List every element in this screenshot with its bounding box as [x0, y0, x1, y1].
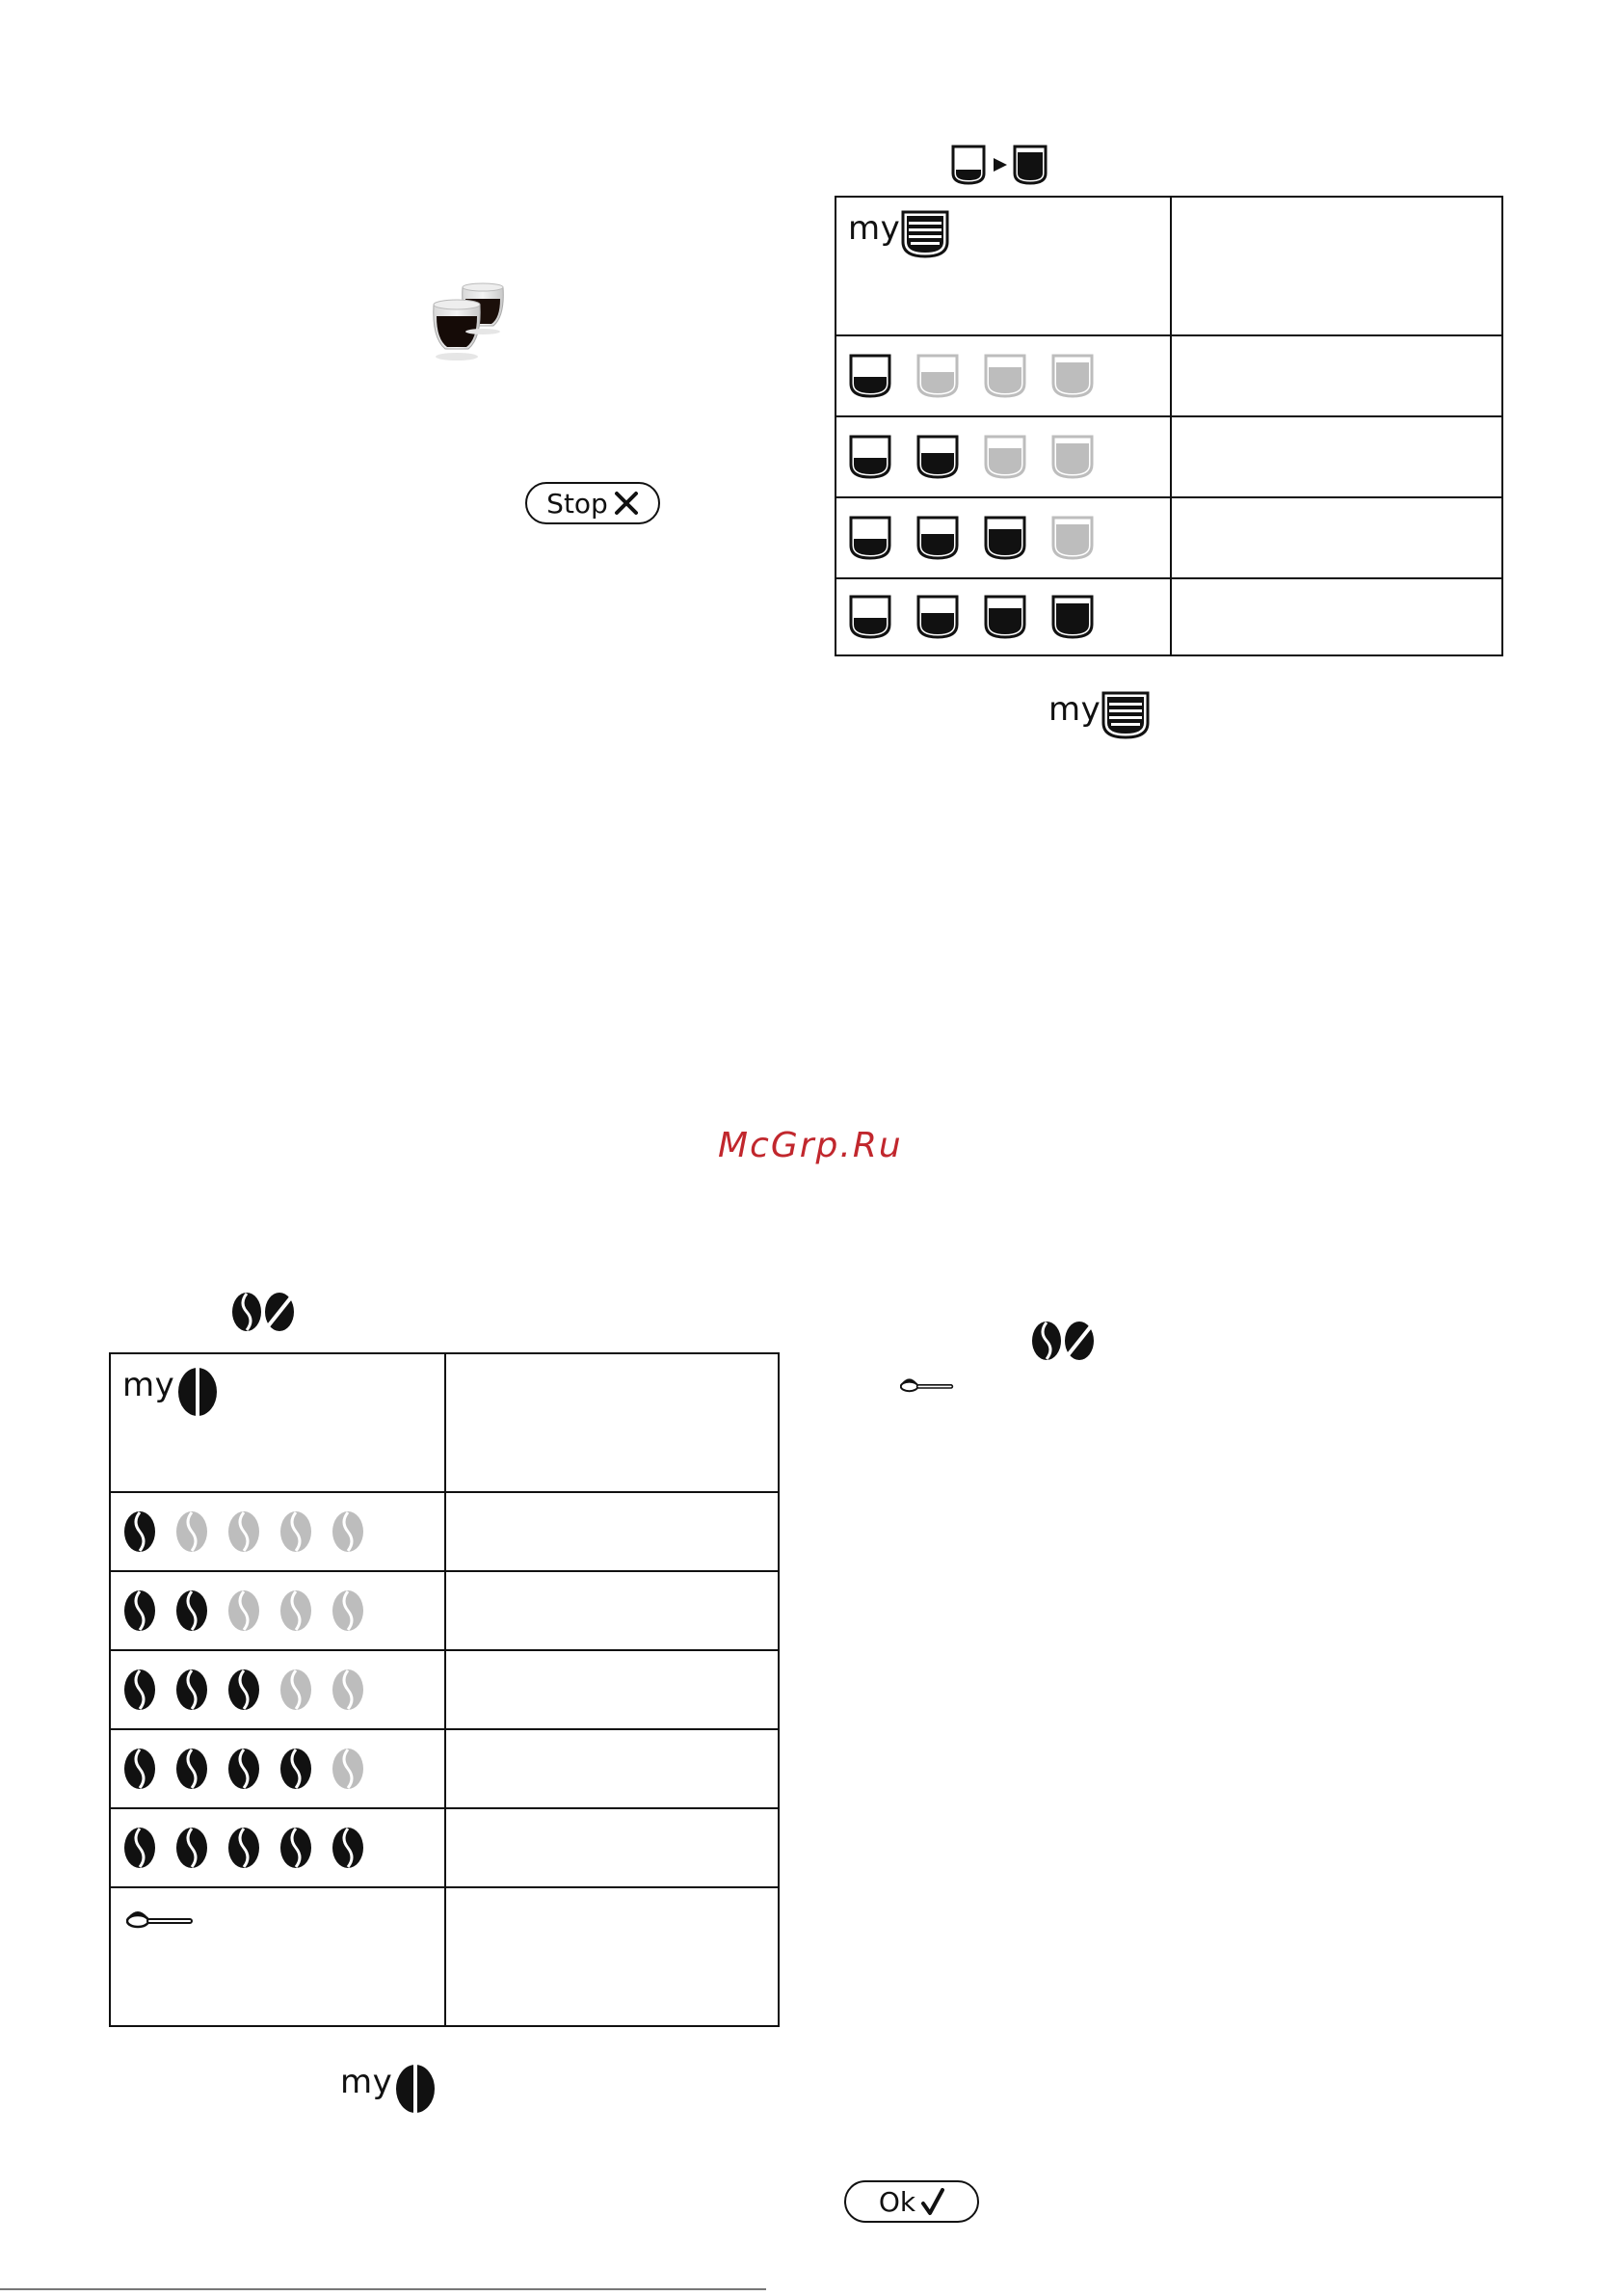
bean-filled-icon	[122, 1826, 157, 1870]
aroma-table	[109, 1352, 780, 2027]
bean-empty-icon	[331, 1509, 365, 1554]
cup-lines-icon	[1101, 690, 1151, 740]
bean-empty-icon	[174, 1509, 209, 1554]
bean-filled-icon	[331, 1826, 365, 1870]
volume-row-3	[836, 497, 1171, 578]
bean-empty-icon	[331, 1668, 365, 1712]
bean-empty-icon	[279, 1589, 313, 1633]
bean-empty-icon	[279, 1668, 313, 1712]
bean-filled-icon	[122, 1509, 157, 1554]
cup-filled-icon	[848, 515, 892, 561]
aroma-row-4	[110, 1729, 445, 1808]
bean-empty-icon	[331, 1589, 365, 1633]
bean-filled-icon	[279, 1747, 313, 1791]
cup-small-to-cup-large-icon	[949, 143, 1055, 187]
volume-footer-icon	[1048, 690, 1151, 740]
volume-row-4	[836, 578, 1171, 655]
bean-filled-icon	[174, 1826, 209, 1870]
volume-table	[835, 196, 1503, 656]
bean-ground-icon	[229, 1292, 299, 1332]
aroma-table-header-desc	[445, 1353, 779, 1492]
my-label: my	[340, 2063, 393, 2101]
cup-filled-icon	[848, 434, 892, 480]
x-icon	[614, 491, 639, 516]
stop-button-label: Stop	[546, 487, 608, 520]
volume-table-header-desc	[1171, 197, 1502, 335]
aroma-row-preground	[110, 1887, 445, 2026]
cup-filled-icon	[848, 594, 892, 640]
watermark: McGrp.Ru	[718, 1126, 903, 1165]
volume-table-header-cell	[836, 197, 1171, 335]
my-label: my	[1048, 690, 1101, 729]
bean-filled-icon	[279, 1826, 313, 1870]
cup-empty-icon	[915, 353, 960, 399]
bean-filled-icon	[226, 1668, 261, 1712]
aroma-row-3	[110, 1650, 445, 1729]
bean-empty-icon	[279, 1509, 313, 1554]
bean-filled-icon	[174, 1747, 209, 1791]
page-rule	[0, 2288, 766, 2290]
bean-filled-icon	[226, 1747, 261, 1791]
volume-row-2	[836, 416, 1171, 497]
cup-filled-icon	[848, 353, 892, 399]
cup-filled-icon	[915, 594, 960, 640]
cup-empty-icon	[983, 434, 1027, 480]
volume-row-1	[836, 335, 1171, 416]
scoop-icon	[900, 1373, 954, 1396]
bean-filled-icon	[122, 1747, 157, 1791]
scoop-icon	[126, 1904, 194, 1933]
bean-filled-icon	[122, 1589, 157, 1633]
bean-ground-icon	[1029, 1321, 1099, 1361]
stop-button[interactable]	[525, 482, 660, 524]
bean-empty-icon	[226, 1589, 261, 1633]
cup-filled-icon	[915, 515, 960, 561]
ok-button[interactable]	[844, 2180, 979, 2223]
bean-filled-icon	[226, 1826, 261, 1870]
bean-half-icon	[392, 2063, 438, 2115]
cup-lines-icon	[900, 209, 950, 259]
bean-empty-icon	[331, 1747, 365, 1791]
cup-empty-icon	[1050, 515, 1095, 561]
aroma-row-2	[110, 1571, 445, 1650]
my-label: my	[122, 1366, 175, 1404]
aroma-footer-icon	[340, 2063, 438, 2115]
cup-filled-icon	[915, 434, 960, 480]
cup-empty-icon	[983, 353, 1027, 399]
cup-empty-icon	[1050, 353, 1095, 399]
bean-half-icon	[174, 1366, 221, 1418]
bean-empty-icon	[226, 1509, 261, 1554]
bean-filled-icon	[122, 1668, 157, 1712]
bean-filled-icon	[174, 1668, 209, 1712]
cup-empty-icon	[1050, 434, 1095, 480]
cup-filled-icon	[1050, 594, 1095, 640]
espresso-cups-image	[424, 280, 520, 366]
my-label: my	[848, 209, 901, 248]
cup-filled-icon	[983, 515, 1027, 561]
check-icon	[921, 2187, 944, 2216]
bean-filled-icon	[174, 1589, 209, 1633]
ok-button-label: Ok	[878, 2185, 916, 2218]
cup-filled-icon	[983, 594, 1027, 640]
aroma-row-1	[110, 1492, 445, 1571]
aroma-table-header-cell	[110, 1353, 445, 1492]
aroma-row-5	[110, 1808, 445, 1887]
